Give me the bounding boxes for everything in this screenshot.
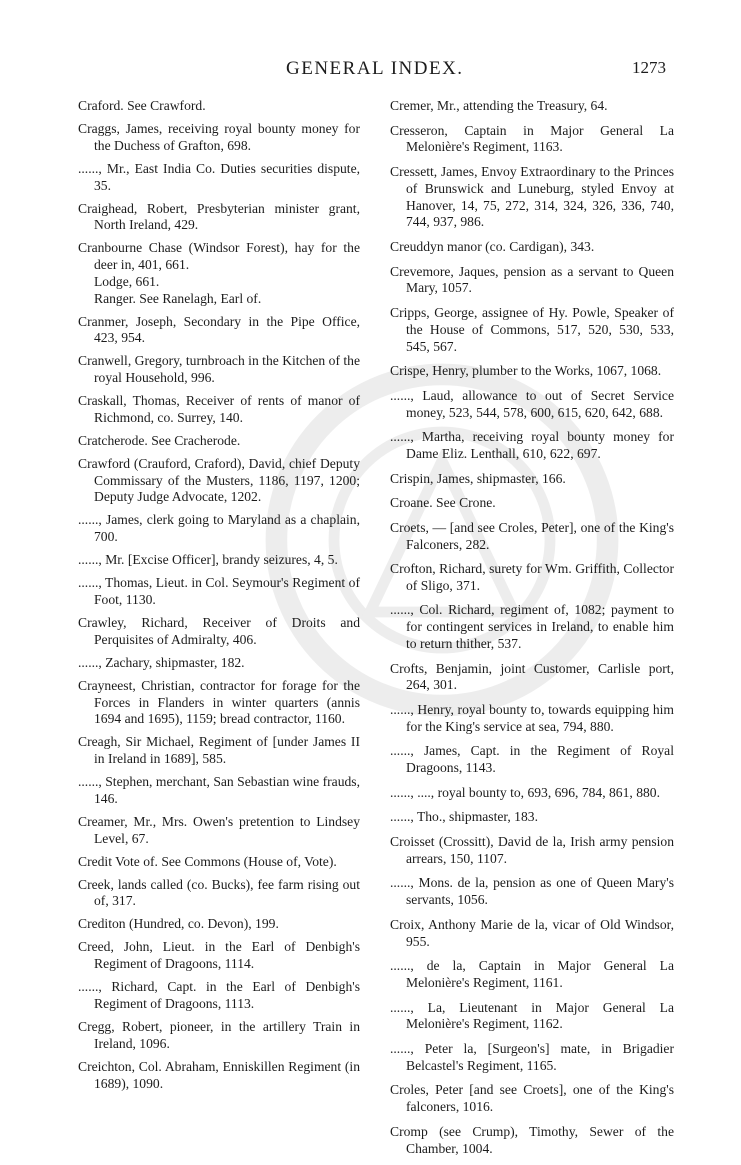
- index-entry: ......, de la, Captain in Major General La Melonière's Regiment, 1161.: [390, 958, 674, 990]
- index-entry: Creagh, Sir Michael, Regiment of [under James II in Ireland in 1689], 585.: [78, 734, 360, 767]
- index-entry: Crawley, Richard, Receiver of Droits and Perquisites of Admiralty, 406.: [78, 614, 360, 647]
- index-entry: Cregg, Robert, pioneer, in the artillery Train in Ireland, 1096.: [78, 1018, 360, 1051]
- index-entry: Crayneest, Christian, contractor for forage for the Forces in Flanders in winter quarters (annis 1694 and 1695), 1159; bread contractor, 1160.: [78, 677, 360, 727]
- index-entry: Croane. See Crone.: [390, 495, 496, 511]
- index-entry: Crispin, James, shipmaster, 166.: [390, 470, 566, 486]
- index-entry: Crediton (Hundred, co. Devon), 199.: [78, 916, 279, 932]
- index-entry: Cranbourne Chase (Windsor Forest), hay for the deer in, 401, 661.: [78, 240, 360, 273]
- index-subentry: Lodge, 661.: [94, 273, 160, 289]
- index-entry: ......, Laud, allowance to out of Secret Service money, 523, 544, 578, 600, 615, 620, 642, 688.: [390, 387, 674, 420]
- index-entry: ......, Mons. de la, pension as one of Queen Mary's servants, 1056.: [390, 875, 674, 908]
- index-entry: Croets, — [and see Croles, Peter], one of the King's Falconers, 282.: [390, 519, 674, 552]
- index-entry: Cratcherode. See Cracherode.: [78, 432, 241, 448]
- index-entry: ......, Peter la, [Surgeon's] mate, in Brigadier Belcastel's Regiment, 1165.: [390, 1040, 674, 1073]
- index-entry: ......, Zachary, shipmaster, 182.: [78, 654, 245, 670]
- index-entry: ......, Stephen, merchant, San Sebastian wine frauds, 146.: [78, 774, 360, 806]
- index-entry: ......, Martha, receiving royal bounty money for Dame Eliz. Lenthall, 610, 622, 697.: [390, 429, 674, 461]
- index-entry: ......, Thomas, Lieut. in Col. Seymour's Regiment of Foot, 1130.: [78, 575, 360, 607]
- index-entry: ......, Mr. [Excise Officer], brandy seizures, 4, 5.: [78, 552, 338, 568]
- index-entry: Croisset (Crossitt), David de la, Irish army pension arrears, 150, 1107.: [390, 834, 674, 866]
- index-entry: ......, La, Lieutenant in Major General La Melonière's Regiment, 1162.: [390, 999, 674, 1032]
- index-entry: ......, Tho., shipmaster, 183.: [390, 809, 538, 825]
- index-entry: Craford. See Crawford.: [78, 98, 206, 113]
- index-entry: Cromp (see Crump), Timothy, Sewer of the Chamber, 1004.: [390, 1123, 674, 1156]
- index-entry: Credit Vote of. See Commons (House of, Vote).: [78, 853, 337, 869]
- page-title: GENERAL INDEX.: [286, 58, 464, 79]
- index-column-left: [78, 98, 360, 1099]
- index-entry: ......, Henry, royal bounty to, towards equipping him for the King's service at sea, 794, 880.: [390, 702, 674, 734]
- index-entry: Cresseron, Captain in Major General La Melonière's Regiment, 1163.: [390, 122, 674, 155]
- index-entry: Craskall, Thomas, Receiver of rents of manor of Richmond, co. Surrey, 140.: [78, 393, 360, 425]
- index-entry: ......, James, Capt. in the Regiment of Royal Dragoons, 1143.: [390, 743, 674, 776]
- index-entry: ......, James, clerk going to Maryland as a chaplain, 700.: [78, 512, 360, 545]
- index-entry: Croles, Peter [and see Croets], one of the King's falconers, 1016.: [390, 1082, 674, 1115]
- index-entry: Crofton, Richard, surety for Wm. Griffith, Collector of Sligo, 371.: [390, 561, 674, 593]
- index-entry: Creichton, Col. Abraham, Enniskillen Regiment (in 1689), 1090.: [78, 1058, 360, 1091]
- index-entry: Crawford (Crauford, Craford), David, chief Deputy Commissary of the Musters, 1186, 1197, 1200; Deputy Judge Advocate, 1202.: [78, 455, 360, 505]
- index-entry: Craighead, Robert, Presbyterian minister grant, North Ireland, 429.: [78, 200, 360, 233]
- index-entry: Cripps, George, assignee of Hy. Powle, Speaker of the House of Commons, 517, 520, 530, 533, 545, 567.: [390, 304, 674, 354]
- index-entry: Croix, Anthony Marie de la, vicar of Old Windsor, 955.: [390, 916, 674, 949]
- index-entry: Cranwell, Gregory, turnbroach in the Kitchen of the royal Household, 996.: [78, 353, 360, 386]
- index-entry: Crofts, Benjamin, joint Customer, Carlisle port, 264, 301.: [390, 660, 674, 693]
- index-entry: ......, Richard, Capt. in the Earl of Denbigh's Regiment of Dragoons, 1113.: [78, 979, 360, 1011]
- index-entry: Crispe, Henry, plumber to the Works, 1067, 1068.: [390, 363, 662, 379]
- index-entry: Cranmer, Joseph, Secondary in the Pipe Office, 423, 954.: [78, 313, 360, 346]
- index-entry: Creed, John, Lieut. in the Earl of Denbigh's Regiment of Dragoons, 1114.: [78, 939, 360, 972]
- index-entry: Craggs, James, receiving royal bounty money for the Duchess of Grafton, 698.: [78, 120, 360, 153]
- index-entry: Creamer, Mr., Mrs. Owen's pretention to Lindsey Level, 67.: [78, 813, 360, 846]
- index-subentry: Ranger. See Ranelagh, Earl of.: [94, 290, 262, 306]
- index-entry: Cressett, James, Envoy Extraordinary to the Princes of Brunswick and Luneburg, styled Envoy at Hanover, 14, 75, 272, 314, 324, 326, 336, 740, 744, 937, 986.: [390, 163, 674, 230]
- index-entry: ......, Mr., East India Co. Duties securities dispute, 35.: [78, 160, 360, 193]
- index-entry: Creek, lands called (co. Bucks), fee farm rising out of, 317.: [78, 876, 360, 909]
- index-entry: Crevemore, Jaques, pension as a servant to Queen Mary, 1057.: [390, 263, 674, 296]
- page-header: [0, 58, 741, 88]
- index-entry: ......, Col. Richard, regiment of, 1082; payment to for contingent services in Ireland, to enable him to return thither, 537.: [390, 602, 674, 652]
- index-entry: Creuddyn manor (co. Cardigan), 343.: [390, 238, 595, 254]
- index-entry: ......, ...., royal bounty to, 693, 696, 784, 861, 880.: [390, 784, 660, 800]
- page-number: 1273: [632, 58, 666, 77]
- index-column-right: [390, 98, 674, 1165]
- index-entry: Cremer, Mr., attending the Treasury, 64.: [390, 98, 608, 113]
